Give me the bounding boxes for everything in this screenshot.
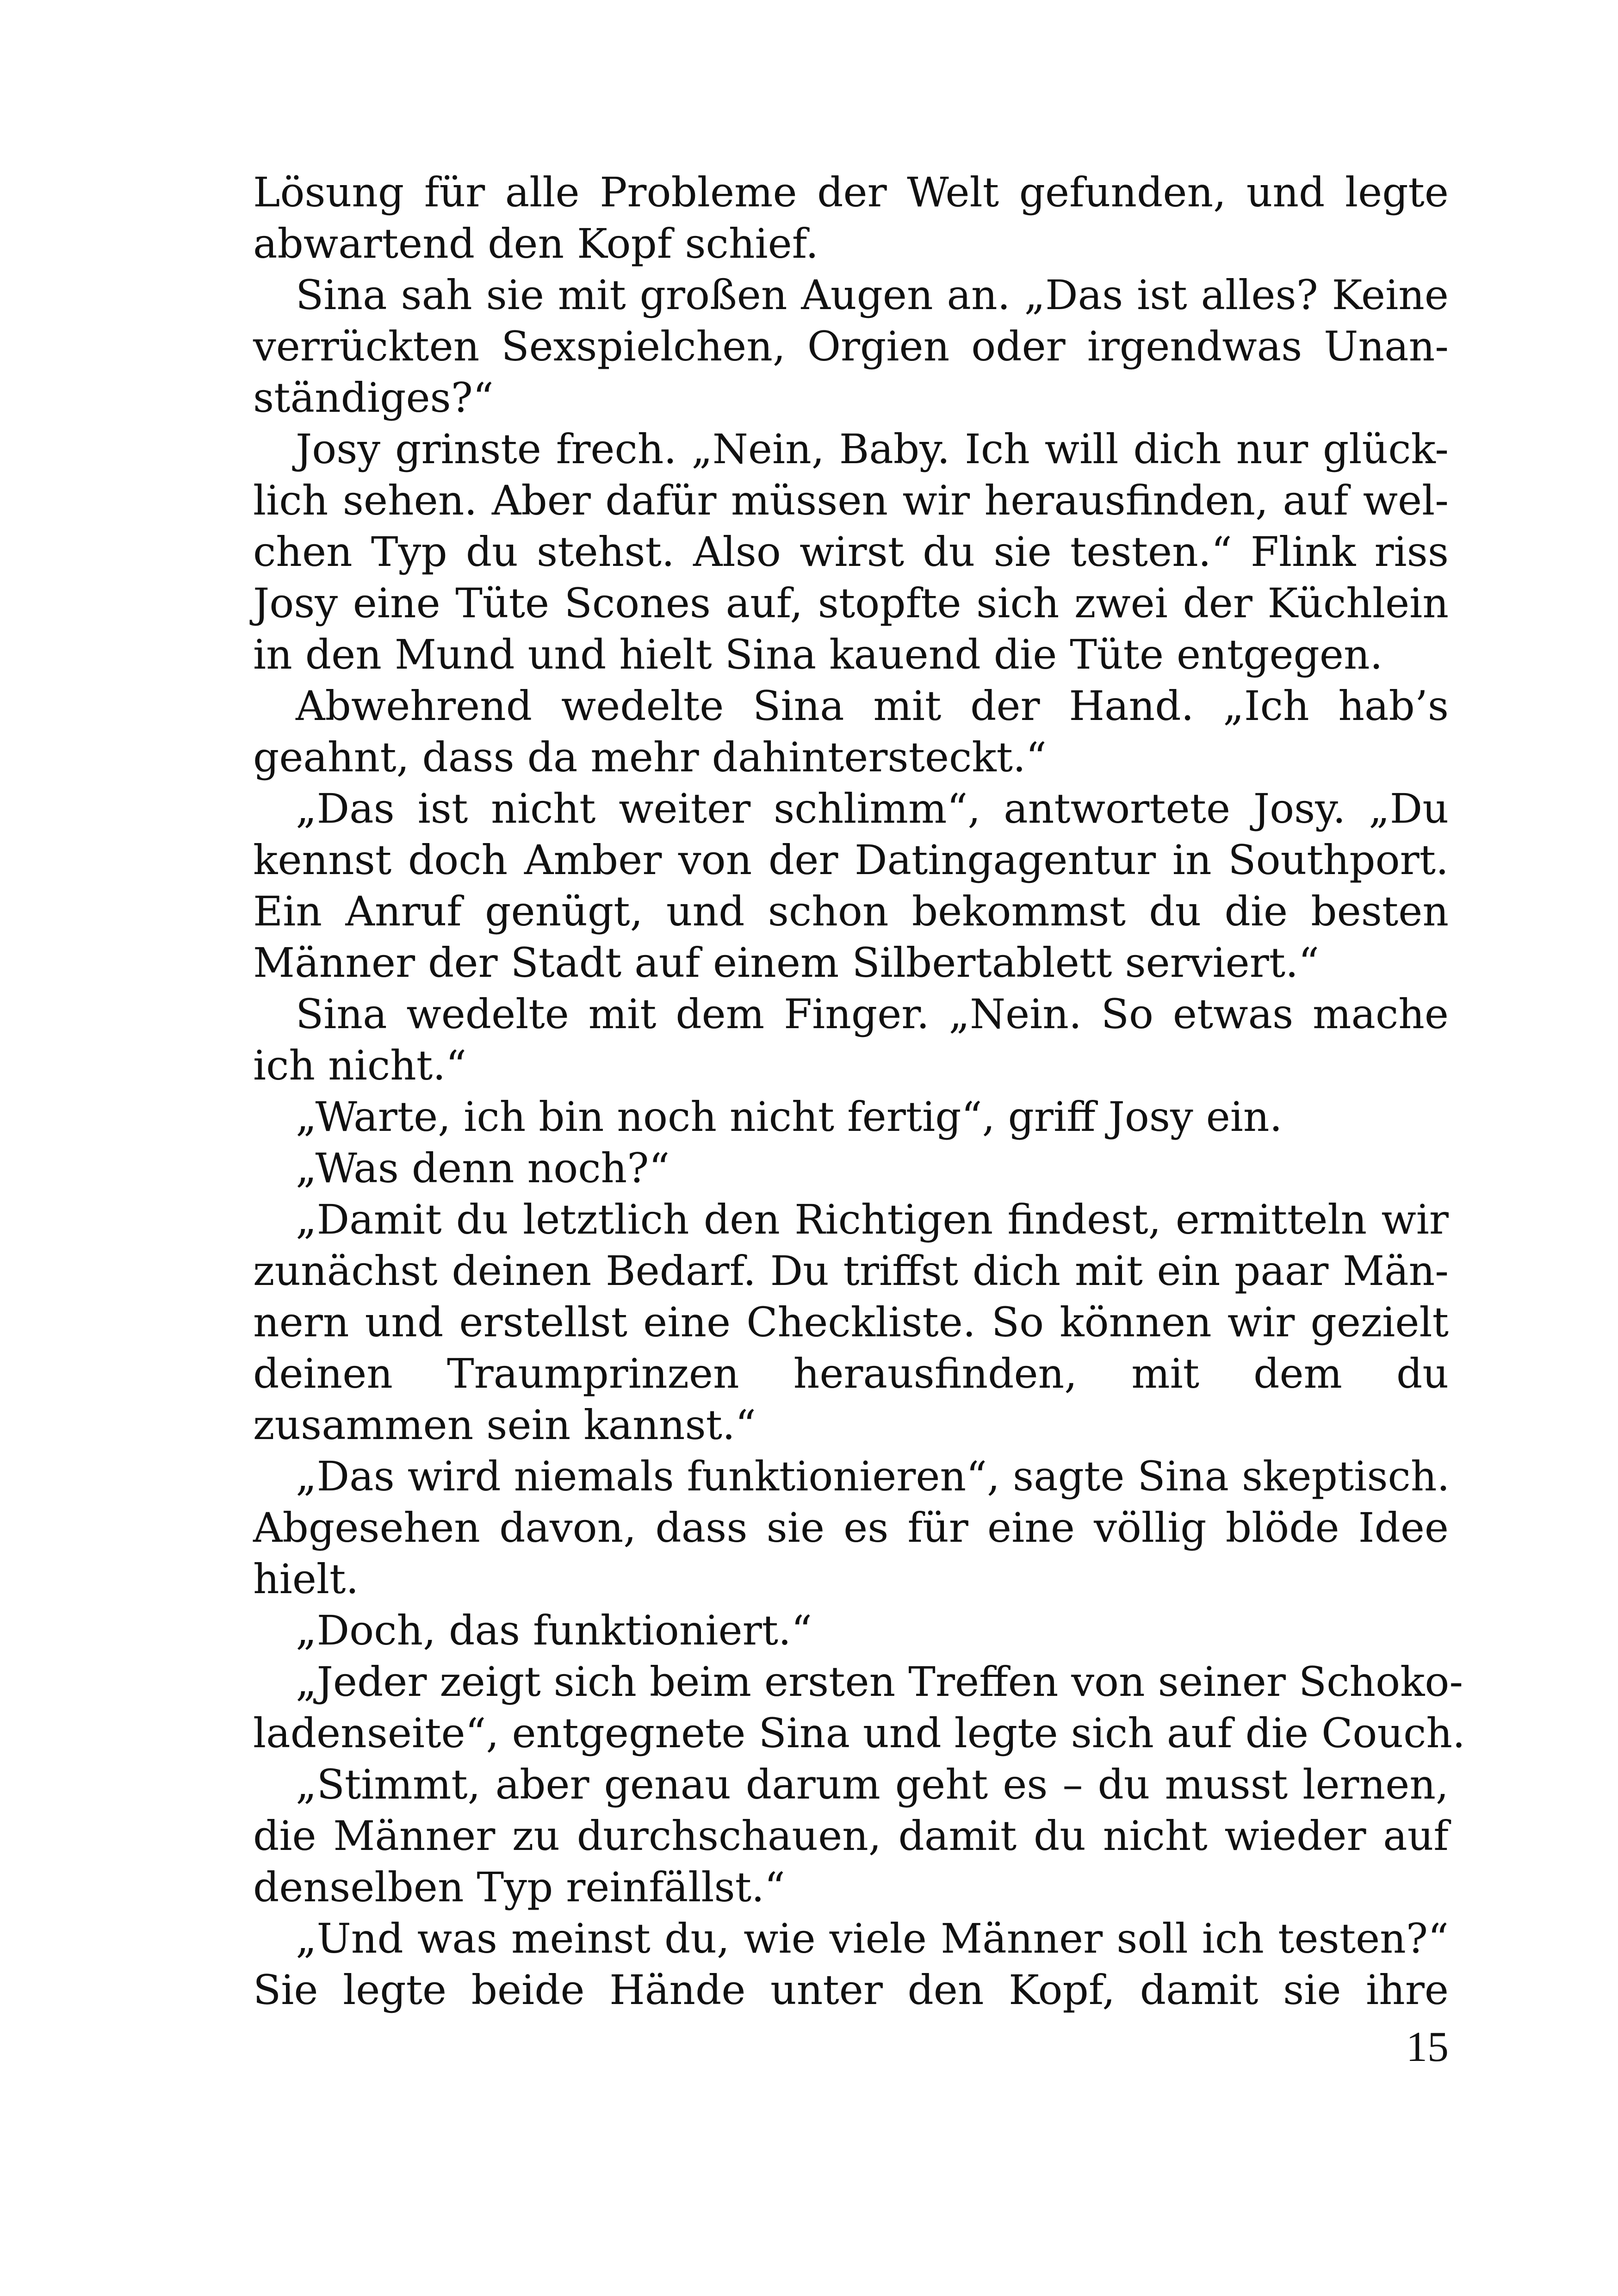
text-line: Männer der Stadt auf einem Silbertablett serviert.“ xyxy=(253,939,1320,987)
text-line: in den Mund und hielt Sina kauend die Tüte entgegen. xyxy=(253,631,1383,678)
text-line: die Männer zu durchschauen, damit du nicht wieder auf xyxy=(253,1812,1449,1860)
text-line: deinen Traumprinzen herausfinden, mit dem du xyxy=(253,1350,1449,1397)
text-line: zunächst deinen Bedarf. Du triffst dich mit ein paar Män- xyxy=(253,1247,1449,1295)
text-line: „Doch, das funktioniert.“ xyxy=(296,1607,812,1654)
text-line: ständiges?“ xyxy=(253,374,494,422)
text-line: „Damit du letztlich den Richtigen findest, ermitteln wir xyxy=(296,1196,1449,1243)
text-line: lich sehen. Aber dafür müssen wir herausfinden, auf wel- xyxy=(253,477,1449,524)
text-line: zusammen sein kannst.“ xyxy=(253,1401,756,1449)
text-line: Ein Anruf genügt, und schon bekommst du die besten xyxy=(253,887,1449,935)
text-line: „Das wird niemals funktionieren“, sagte Sina skeptisch. xyxy=(296,1452,1450,1500)
text-line: Sie legte beide Hände unter den Kopf, damit sie ihre xyxy=(253,1966,1449,2014)
text-line: geahnt, dass da mehr dahintersteckt.“ xyxy=(253,733,1047,781)
text-line: ladenseite“, entgegnete Sina und legte sich auf die Couch. xyxy=(253,1709,1466,1757)
text-line: hielt. xyxy=(253,1555,359,1603)
text-line: „Warte, ich bin noch nicht fertig“, griff Josy ein. xyxy=(296,1093,1283,1141)
text-line: Sina wedelte mit dem Finger. „Nein. So etwas mache xyxy=(296,990,1449,1038)
text-line: verrückten Sexspielchen, Orgien oder irgendwas Unan- xyxy=(253,323,1449,370)
text-line: abwartend den Kopf schief. xyxy=(253,220,819,267)
text-line: Lösung für alle Probleme der Welt gefunden, und legte xyxy=(253,168,1449,216)
text-line: Abwehrend wedelte Sina mit der Hand. „Ich hab’s xyxy=(296,682,1449,730)
book-page-body xyxy=(253,167,1466,2016)
text-line: „Was denn noch?“ xyxy=(296,1144,670,1192)
page-number: 15 xyxy=(1406,2023,1449,2070)
text-line: „Das ist nicht weiter schlimm“, antwortete Josy. „Du xyxy=(296,785,1449,832)
text-line: nern und erstellst eine Checkliste. So können wir gezielt xyxy=(253,1298,1449,1346)
text-line: Abgesehen davon, dass sie es für eine völlig blöde Idee xyxy=(253,1504,1449,1551)
text-line: denselben Typ reinfällst.“ xyxy=(253,1863,786,1911)
text-line: ich nicht.“ xyxy=(253,1042,467,1089)
text-line: Josy eine Tüte Scones auf, stopfte sich zwei der Küchlein xyxy=(253,579,1449,627)
text-line: kennst doch Amber von der Datingagentur in Southport. xyxy=(253,836,1449,884)
text-line: chen Typ du stehst. Also wirst du sie testen.“ Flink riss xyxy=(253,528,1449,576)
text-line: „Und was meinst du, wie viele Männer soll ich testen?“ xyxy=(296,1915,1449,1962)
text-line: Sina sah sie mit großen Augen an. „Das ist alles? Keine xyxy=(296,271,1449,319)
text-line: „Stimmt, aber genau darum geht es – du musst lernen, xyxy=(296,1761,1449,1808)
text-line: Josy grinste frech. „Nein, Baby. Ich will dich nur glück- xyxy=(296,425,1449,473)
text-line: „Jeder zeigt sich beim ersten Treffen von seiner Schoko- xyxy=(296,1658,1463,1706)
